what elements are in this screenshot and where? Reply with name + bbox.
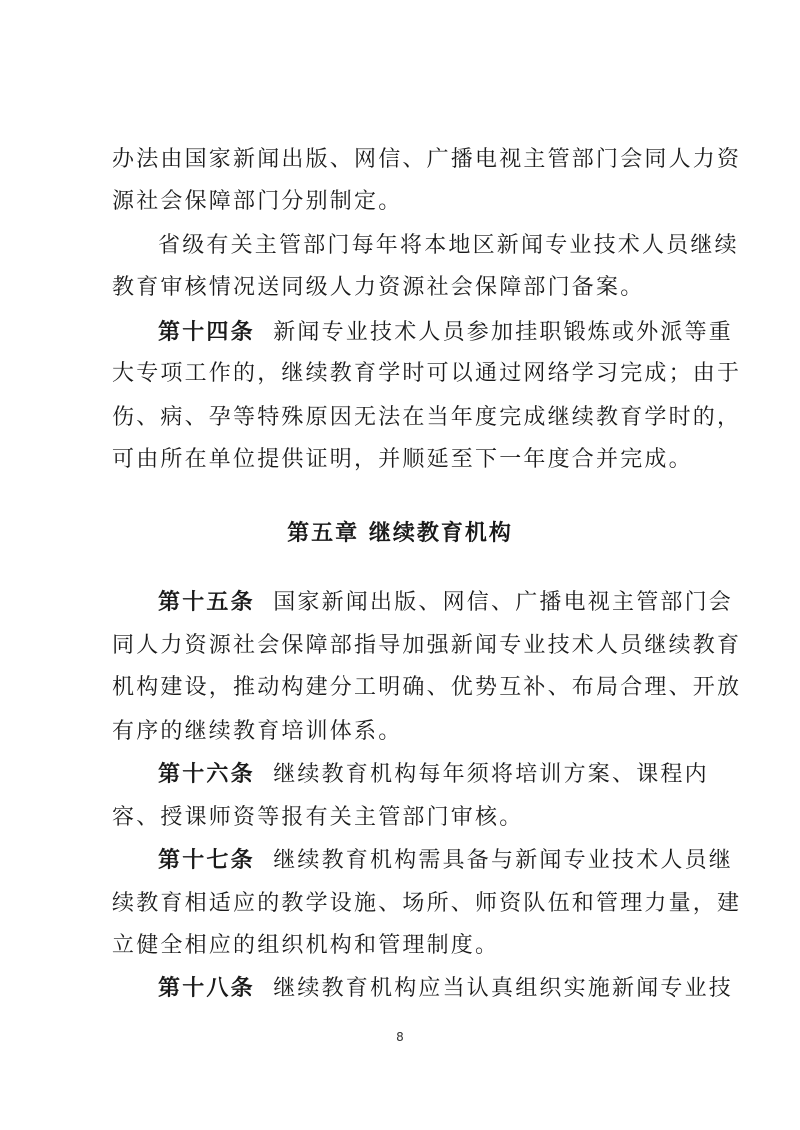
- article-number: 第十七条: [158, 847, 255, 873]
- text: 机构建设，推动构建分工明确、优势互补、布局合理、开放: [112, 675, 742, 700]
- text: 新闻专业技术人员参加挂职锻炼或外派等重: [273, 320, 734, 345]
- paragraph-2-line-2: [0, 270, 800, 306]
- text: 伤、病、孕等特殊原因无法在当年度完成继续教育学时的，: [112, 405, 742, 430]
- text: 源社会保障部门分别制定。: [112, 189, 403, 214]
- text: 同人力资源社会保障部指导加强新闻专业技术人员继续教育: [112, 633, 742, 658]
- article-14-line-1: [0, 314, 800, 350]
- text: 可由所在单位提供证明，并顺延至下一年度合并完成。: [112, 447, 693, 472]
- article-number: 第十六条: [158, 761, 255, 787]
- article-14-line-3: [0, 400, 800, 436]
- text: 省级有关主管部门每年将本地区新闻专业技术人员继续: [158, 233, 739, 258]
- text: 容、授课师资等报有关主管部门审核。: [112, 805, 524, 830]
- article-17-line-3: [0, 928, 800, 964]
- paragraph-1-line-1: [0, 142, 800, 178]
- article-number: 第十四条: [158, 319, 255, 345]
- article-17-line-1: [0, 842, 800, 878]
- text: 大专项工作的，继续教育学时可以通过网络学习完成；由于: [112, 361, 742, 386]
- page-number: 8: [396, 1030, 404, 1044]
- chapter-heading: 第五章 继续教育机构: [287, 520, 513, 546]
- text: 继续教育机构需具备与新闻专业技术人员继: [273, 848, 734, 873]
- article-number: 第十五条: [158, 589, 255, 615]
- text: 办法由国家新闻出版、网信、广播电视主管部门会同人力资: [112, 147, 742, 172]
- text: 国家新闻出版、网信、广播电视主管部门会: [273, 590, 734, 615]
- article-15-line-3: [0, 670, 800, 706]
- text: 继续教育机构每年须将培训方案、课程内: [273, 762, 709, 787]
- article-15-line-1: [0, 584, 800, 620]
- article-18-line-1: [0, 970, 800, 1006]
- article-14-line-2: [0, 356, 800, 392]
- text: 继续教育机构应当认真组织实施新闻专业技: [273, 976, 734, 1001]
- article-16-line-1: [0, 756, 800, 792]
- article-15-line-4: [0, 714, 800, 750]
- text: 教育审核情况送同级人力资源社会保障部门备案。: [112, 275, 645, 300]
- article-number: 第十八条: [158, 975, 255, 1001]
- text: 有序的继续教育培训体系。: [112, 719, 403, 744]
- paragraph-2-line-1: [0, 228, 800, 264]
- text: 续教育相适应的教学设施、场所、师资队伍和管理力量，建: [112, 891, 742, 916]
- article-14-line-4: [0, 442, 800, 478]
- article-15-line-2: [0, 628, 800, 664]
- paragraph-1-line-2: [0, 184, 800, 220]
- article-17-line-2: [0, 886, 800, 922]
- text: 立健全相应的组织机构和管理制度。: [112, 933, 500, 958]
- article-16-line-2: [0, 800, 800, 836]
